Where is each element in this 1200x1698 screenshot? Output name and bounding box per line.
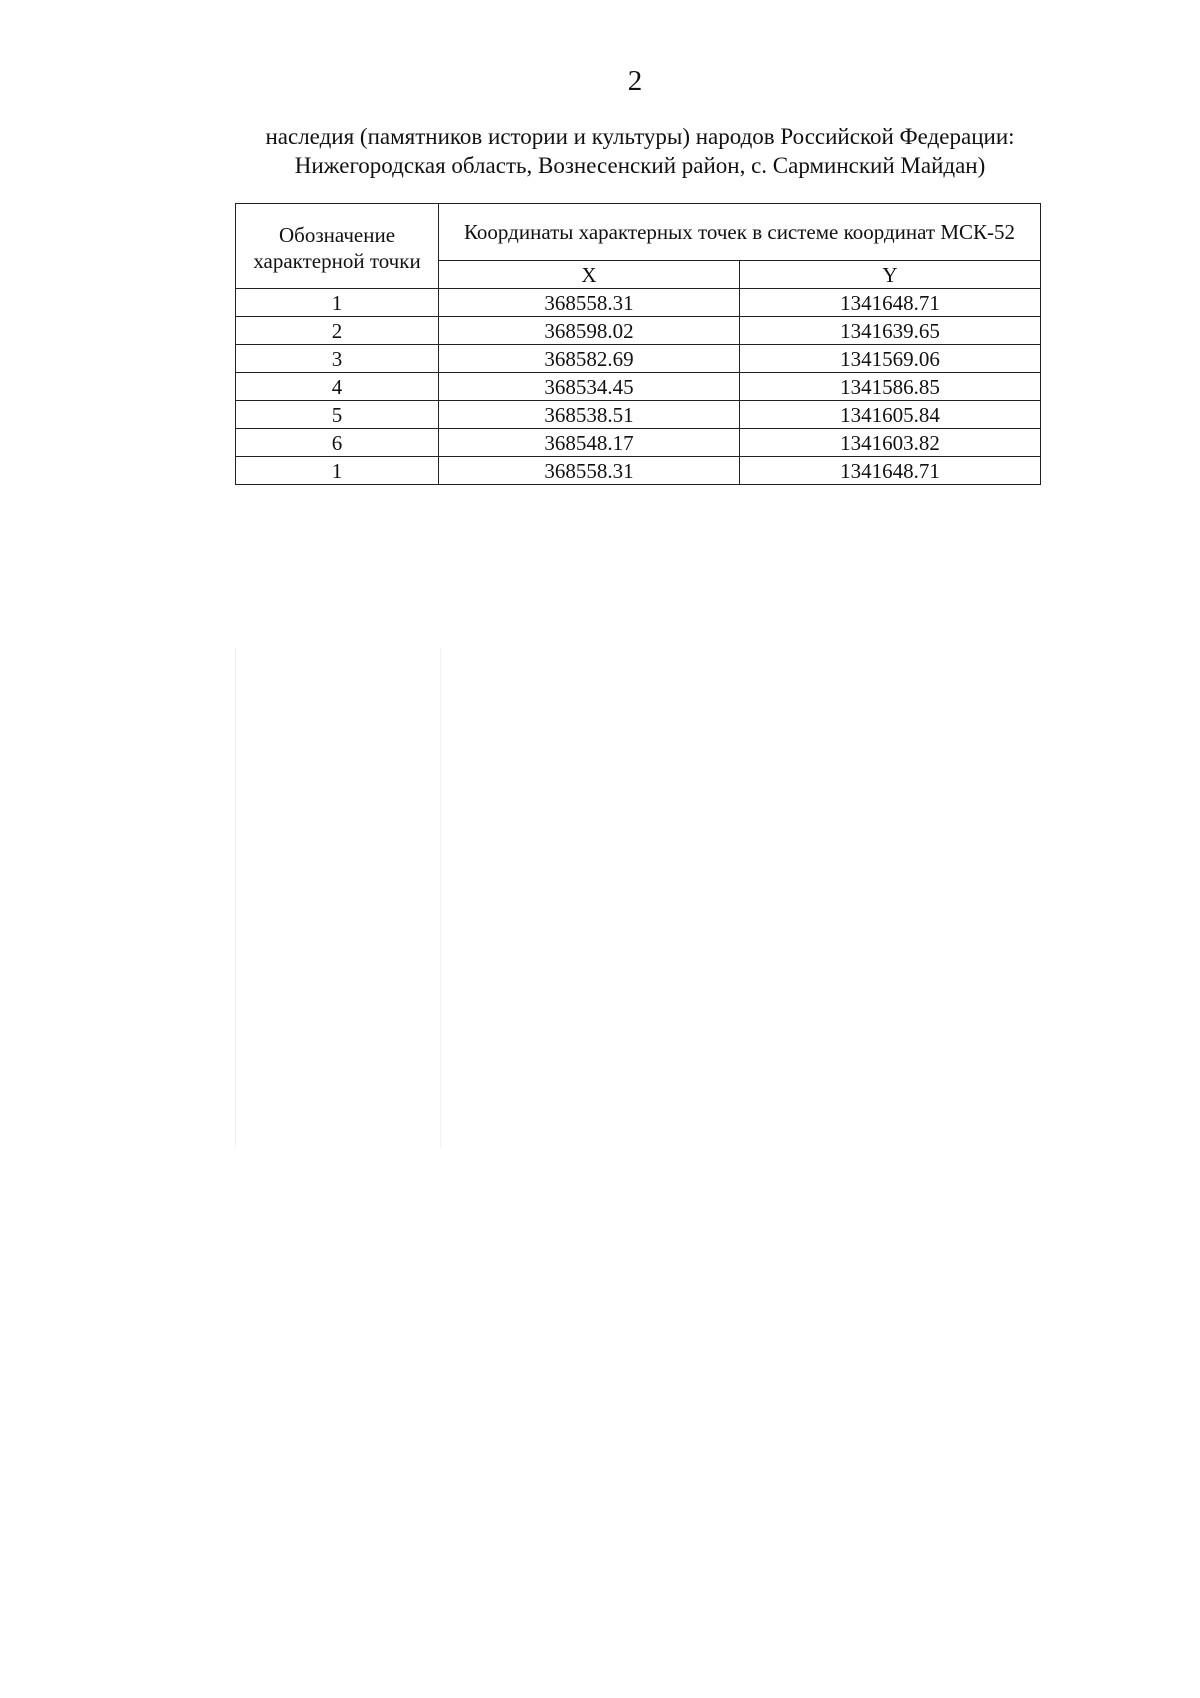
cell-x: 368548.17 — [439, 429, 740, 457]
cell-x: 368582.69 — [439, 345, 740, 373]
table-row — [236, 401, 1041, 429]
cell-y: 1341605.84 — [740, 401, 1041, 429]
table-row — [236, 429, 1041, 457]
cell-point: 2 — [236, 317, 439, 345]
cell-point: 5 — [236, 401, 439, 429]
scan-bleed-through-line — [440, 648, 441, 1148]
heading-line-2: Нижегородская область, Вознесенский район, с. Сарминский Майдан) — [294, 153, 986, 178]
table-row — [236, 345, 1041, 373]
cell-y: 1341603.82 — [740, 429, 1041, 457]
cell-x: 368558.31 — [439, 289, 740, 317]
cell-y: 1341648.71 — [740, 289, 1041, 317]
cell-x: 368534.45 — [439, 373, 740, 401]
coordinates-table — [235, 203, 1041, 485]
cell-x: 368598.02 — [439, 317, 740, 345]
scan-bleed-through — [235, 648, 441, 1148]
cell-point: 1 — [236, 457, 439, 485]
cell-y: 1341639.65 — [740, 317, 1041, 345]
header-x: X — [439, 261, 740, 289]
header-y: Y — [740, 261, 1041, 289]
page-number: 2 — [627, 65, 643, 97]
header-point-designation: Обозначение характерной точки — [236, 204, 439, 289]
cell-x: 368538.51 — [439, 401, 740, 429]
cell-point: 4 — [236, 373, 439, 401]
cell-y: 1341569.06 — [740, 345, 1041, 373]
cell-point: 6 — [236, 429, 439, 457]
table-row — [236, 317, 1041, 345]
cell-point: 3 — [236, 345, 439, 373]
document-heading — [200, 122, 1080, 180]
header-coordinate-system: Координаты характерных точек в системе координат МСК-52 — [439, 204, 1041, 261]
table-header-row — [236, 204, 1041, 261]
table-row — [236, 457, 1041, 485]
heading-line-1: наследия (памятников истории и культуры) народов Российской Федерации: — [265, 124, 1015, 149]
table-row — [236, 373, 1041, 401]
cell-x: 368558.31 — [439, 457, 740, 485]
table-row — [236, 289, 1041, 317]
cell-y: 1341648.71 — [740, 457, 1041, 485]
cell-y: 1341586.85 — [740, 373, 1041, 401]
cell-point: 1 — [236, 289, 439, 317]
